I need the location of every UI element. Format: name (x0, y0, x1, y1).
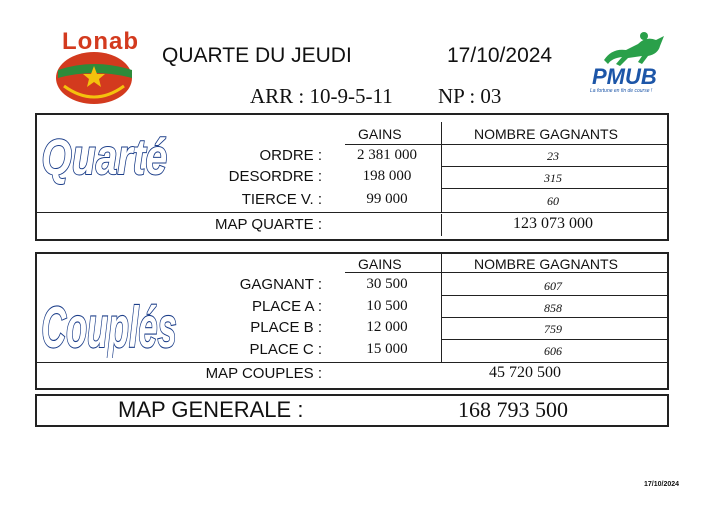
couples-row-label: PLACE A : (251, 298, 322, 315)
couples-row-gains: 10 500 (366, 298, 408, 314)
couples-col-gagnants: NOMBRE GAGNANTS (474, 256, 618, 272)
quarte-row-label: TIERCE V. : (241, 191, 322, 208)
couples-row-gagnants: 607 (544, 279, 562, 293)
horse-rider-icon (598, 30, 670, 68)
footer-date: 17/10/2024 (644, 481, 680, 488)
quarte-row-label: DESORDRE : (228, 168, 322, 185)
couples-row-label: PLACE C : (249, 341, 322, 358)
map-generale-label: MAP GENERALE : (118, 397, 304, 422)
map-quarte-label: MAP QUARTE : (215, 216, 322, 233)
non-partants: NP : 03 (438, 84, 502, 108)
couples-row-label: GAGNANT : (239, 276, 322, 293)
quarte-row-gagnants: 315 (544, 171, 562, 185)
couples-row-gains: 12 000 (366, 319, 408, 335)
couples-row-gagnants: 759 (544, 322, 562, 336)
lonab-wordmark: Lonab (62, 28, 139, 55)
quarte-row-gains: 198 000 (362, 168, 412, 184)
svg-text:Couplés: Couplés (41, 294, 177, 358)
couples-row-gagnants: 606 (544, 344, 562, 358)
map-quarte-value: 123 073 000 (513, 215, 593, 232)
quarte-row-gains: 2 381 000 (357, 147, 417, 163)
race-date: 17/10/2024 (447, 44, 553, 67)
map-couples-value: 45 720 500 (489, 364, 561, 381)
pmub-tagline: La fortune en fin de course ! (590, 88, 653, 94)
quarte-row-label: ORDRE : (259, 147, 322, 164)
pmub-wordmark: PMUB (592, 64, 657, 89)
quarte-col-gains: GAINS (358, 126, 402, 142)
couples-row-gains: 15 000 (366, 341, 408, 357)
map-generale-value: 168 793 500 (458, 397, 568, 422)
quarte-row-gagnants: 23 (547, 149, 559, 163)
quarte-row-gains: 99 000 (366, 191, 408, 207)
map-couples-label: MAP COUPLES : (205, 365, 322, 382)
couples-col-gains: GAINS (358, 256, 402, 272)
couples-row-label: PLACE B : (250, 319, 322, 336)
couples-row-gains: 30 500 (366, 276, 408, 292)
page-title: QUARTE DU JEUDI (162, 44, 352, 67)
svg-text:Quarté: Quarté (41, 128, 168, 186)
couples-row-gagnants: 858 (544, 301, 562, 315)
arrival-order: ARR : 10-9-5-11 (250, 84, 393, 108)
quarte-col-gagnants: NOMBRE GAGNANTS (474, 126, 618, 142)
quarte-row-gagnants: 60 (547, 194, 559, 208)
